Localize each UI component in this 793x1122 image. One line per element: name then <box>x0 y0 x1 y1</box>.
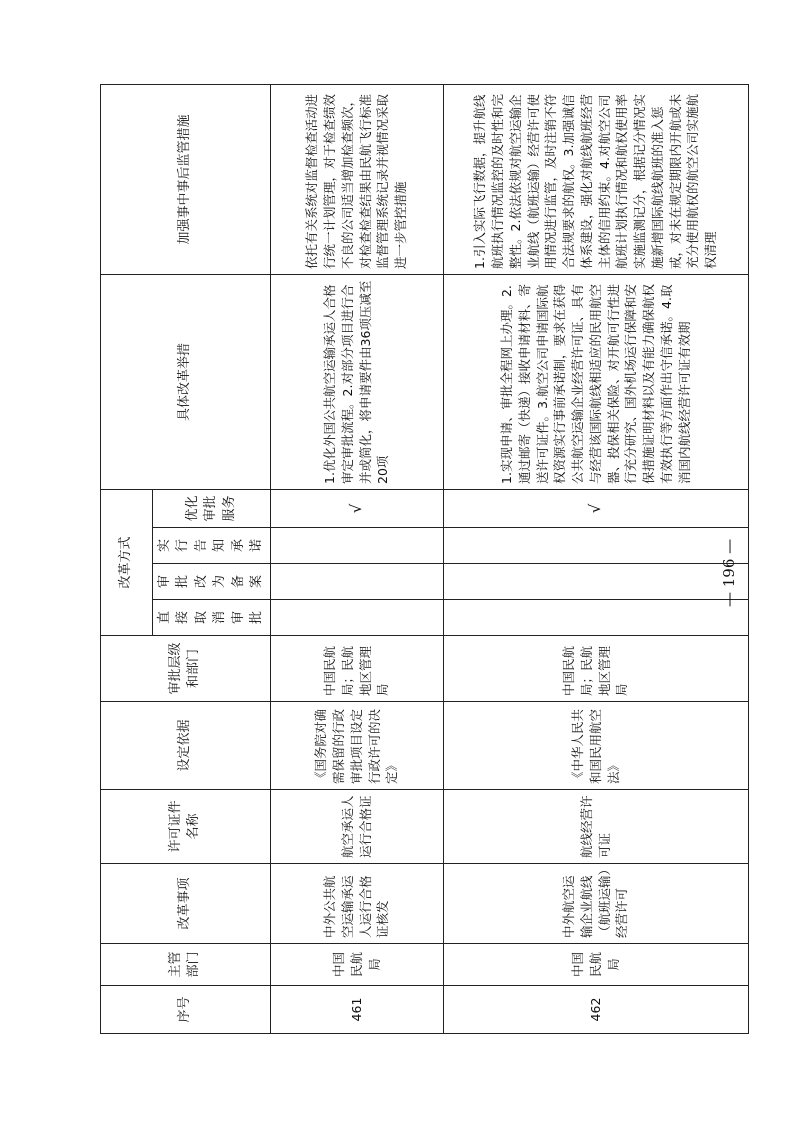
header-supervision: 加强事中事后监管措施 <box>101 84 271 274</box>
cell-cert: 航空承运人运行合格证 <box>270 790 443 864</box>
header-mode-optimize: 优化审批服务 <box>153 489 271 527</box>
cell-item: 中外公共航空运输承运人运行合格证核发 <box>270 864 443 944</box>
header-cert: 许可证件名称 <box>101 790 271 864</box>
cell-cert: 航线经营许可证 <box>443 790 748 864</box>
header-dept: 主管部门 <box>101 944 271 986</box>
header-mode-cancel: 直接取消审批 <box>153 600 271 636</box>
cell-seq: 461 <box>270 986 443 1034</box>
header-item: 改革事项 <box>101 864 271 944</box>
cell-mode-optimize-check: √ <box>443 489 748 527</box>
header-level: 审批层级和部门 <box>101 636 271 702</box>
cell-dept: 中国民航局 <box>443 944 748 986</box>
header-mode-commit: 实行告知承诺 <box>153 528 271 564</box>
cell-mode-filing <box>443 564 748 600</box>
cell-dept: 中国民航局 <box>270 944 443 986</box>
header-row <box>101 84 153 1033</box>
table-row <box>270 84 443 1033</box>
cell-mode-commit <box>270 528 443 564</box>
header-mode: 改革方式 <box>101 489 153 635</box>
reform-table <box>100 84 749 1034</box>
cell-supervision: 依托有关系统对监督检查活动进行统一计划管理，对于检查绩效不良的公司适当增加检查频次，对检查检查结果由民航飞行标准监督管理系统记录并视情况采取进一步管控措施 <box>270 84 443 274</box>
header-mode-filing: 审批改为备案 <box>153 564 271 600</box>
cell-measures: 1.优化外国公共航空运输承运人合格审定审批流程。2.对部分项目进行合并或简化，将申请要件由36项压减至20项 <box>270 274 443 489</box>
page-number: — 196 — <box>720 538 738 607</box>
cell-level: 中国民航局；民航地区管理局 <box>443 636 748 702</box>
cell-mode-cancel <box>443 600 748 636</box>
cell-basis: 《中华人民共和国民用航空法》 <box>443 702 748 790</box>
cell-supervision: 1.引入实际飞行数据，提升航线航班执行情况监控的及时性和完整性。2.依法依规对航空运输企业航线（航班运输）经营许可使用情况进行监管，及时注销不符合法规要求的航权。3.加强诚信体系建设，强化对航线航班经营主体的信用约束。4.对航空公司航班计划执行情况和航权使用率实施监测记分，根据记分情况实施新增国际航线航班的准入惩戒，对未在规定期限内开航或未充分使用航权的航空公司实施航权清理 <box>443 84 748 274</box>
cell-mode-filing <box>270 564 443 600</box>
cell-seq: 462 <box>443 986 748 1034</box>
cell-measures: 1.实现申请、审批全程网上办理。2.通过邮寄（快递）接收申请材料、寄送许可证件。3.航空公司申请国际航权资源实行事前承诺制，要求在获得公共航空运输企业经营许可证、具有与经营该国际航线相适应的民用航空器、投保相关保险、对开航可行性进行充分研究、国外机场运行保障和安保措施证明材料以及有能力确保航权有效执行等方面作出守信承诺。4.取消国内航线经营许可证有效期 <box>443 274 748 489</box>
cell-mode-cancel <box>270 600 443 636</box>
header-basis: 设定依据 <box>101 702 271 790</box>
cell-basis: 《国务院对确需保留的行政审批项目设定行政许可的决定》 <box>270 702 443 790</box>
cell-mode-optimize-check: √ <box>270 489 443 527</box>
cell-item: 中外航空运输企业航线（航班运输）经营许可 <box>443 864 748 944</box>
cell-level: 中国民航局；民航地区管理局 <box>270 636 443 702</box>
cell-mode-commit <box>443 528 748 564</box>
table-row <box>443 84 748 1033</box>
header-seq: 序号 <box>101 986 271 1034</box>
header-measures: 具体改革举措 <box>101 274 271 489</box>
